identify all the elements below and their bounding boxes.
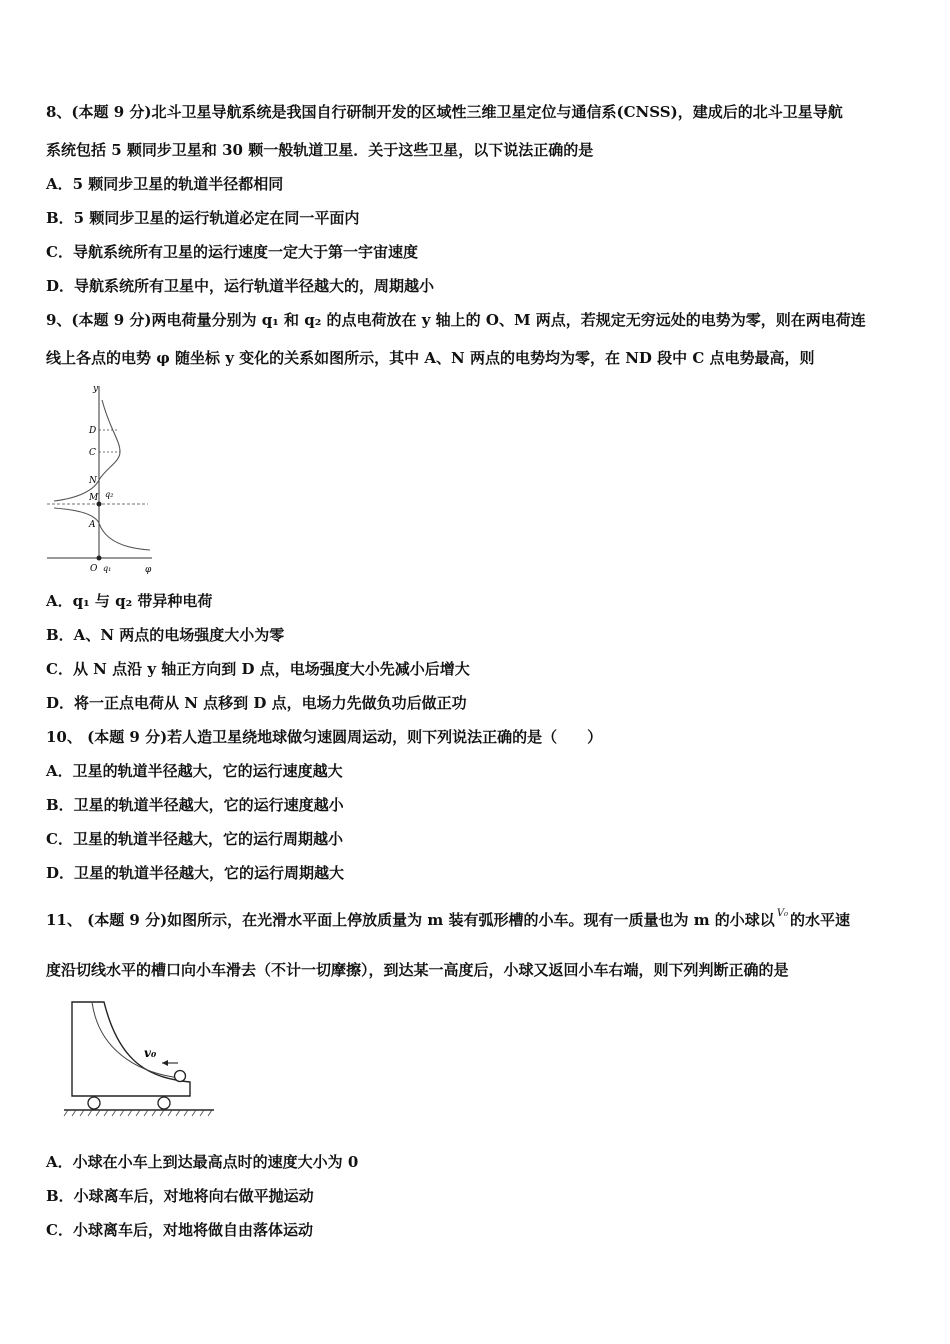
q11-option-c: C．小球离车后，对地将做自由落体运动 [46,1221,313,1239]
q10-option-a: A．卫星的轨道半径越大，它的运行速度越大 [46,762,343,780]
label-D: D [89,426,97,436]
cart-body [72,1002,190,1096]
q11-option-b: B．小球离车后，对地将向右做平抛运动 [46,1187,314,1205]
q10-option-b: B．卫星的轨道半径越大，它的运行速度越小 [46,796,344,814]
v0-inline-symbol: V₀ [776,908,789,919]
v0-arrowhead [162,1060,168,1066]
q11-stem-line1-a: 11、 (本题 9 分)如图所示，在光滑水平面上停放质量为 m 装有弧形槽的小车。现有一质量也为 m 的小球以 [46,911,775,929]
q8-stem-line2: 系统包括 5 颗同步卫星和 30 颗一般轨道卫星．关于这些卫星，以下说法正确的是 [46,141,594,159]
q9-option-a: A．q₁ 与 q₂ 带异种电荷 [46,592,213,610]
potential-curve-upper [54,400,120,501]
label-q2: q₂ [105,490,114,499]
q8-option-b: B．5 颗同步卫星的运行轨道必定在同一平面内 [46,209,360,227]
q9-option-c: C．从 N 点沿 y 轴正方向到 D 点，电场强度大小先减小后增大 [46,660,470,678]
label-O: O [90,564,98,574]
label-C: C [89,448,96,458]
q9-option-b: B．A、N 两点的电场强度大小为零 [46,626,285,644]
q8-option-c: C．导航系统所有卫星的运行速度一定大于第一宇宙速度 [46,243,418,261]
q10-option-c: C．卫星的轨道半径越大，它的运行周期越小 [46,830,343,848]
label-q1: q₁ [103,564,112,573]
wheel-right [158,1097,170,1109]
cart-figure [62,996,222,1120]
q11-stem-line1-b: 的水平速 [790,911,851,929]
potential-graph-figure [44,380,156,576]
q10-stem: 10、 (本题 9 分)若人造卫星绕地球做匀速圆周运动，则下列说法正确的是（ ） [46,728,603,746]
q9-stem-line2: 线上各点的电势 φ 随坐标 y 变化的关系如图所示，其中 A、N 两点的电势均为零，在 ND 段中 C 点电势最高，则 [46,349,815,367]
potential-curve-lower [54,508,150,550]
q11-stem-line1 [46,910,850,933]
label-phi: φ [145,565,152,575]
q11-option-a: A．小球在小车上到达最高点时的速度大小为 0 [46,1153,359,1171]
ball [175,1071,186,1082]
wheel-left [88,1097,100,1109]
q8-stem-line1: 8、(本题 9 分)北斗卫星导航系统是我国自行研制开发的区域性三维卫星定位与通信系(CNSS)，建成后的北斗卫星导航 [46,103,843,121]
q9-stem-line1: 9、(本题 9 分)两电荷量分别为 q₁ 和 q₂ 的点电荷放在 y 轴上的 O、M 两点，若规定无穷远处的电势为零，则在两电荷连 [46,311,866,329]
q10-option-d: D．卫星的轨道半径越大，它的运行周期越大 [46,864,345,882]
ground-hatching [64,1110,212,1116]
q8-option-a: A．5 颗同步卫星的轨道半径都相同 [46,175,284,193]
label-y: y [93,384,99,394]
q11-stem-line2: 度沿切线水平的槽口向小车滑去（不计一切摩擦），到达某一高度后，小球又返回小车右端，则下列判断正确的是 [46,961,789,979]
charge-q1-point [97,556,102,561]
q9-option-d: D．将一正点电荷从 N 点移到 D 点，电场力先做负功后做正功 [46,694,467,712]
label-v0: v₀ [144,1046,157,1060]
label-N: N [89,476,97,486]
label-M: M [89,493,99,503]
label-A: A [89,520,96,530]
q8-option-d: D．导航系统所有卫星中，运行轨道半径越大的，周期越小 [46,277,435,295]
